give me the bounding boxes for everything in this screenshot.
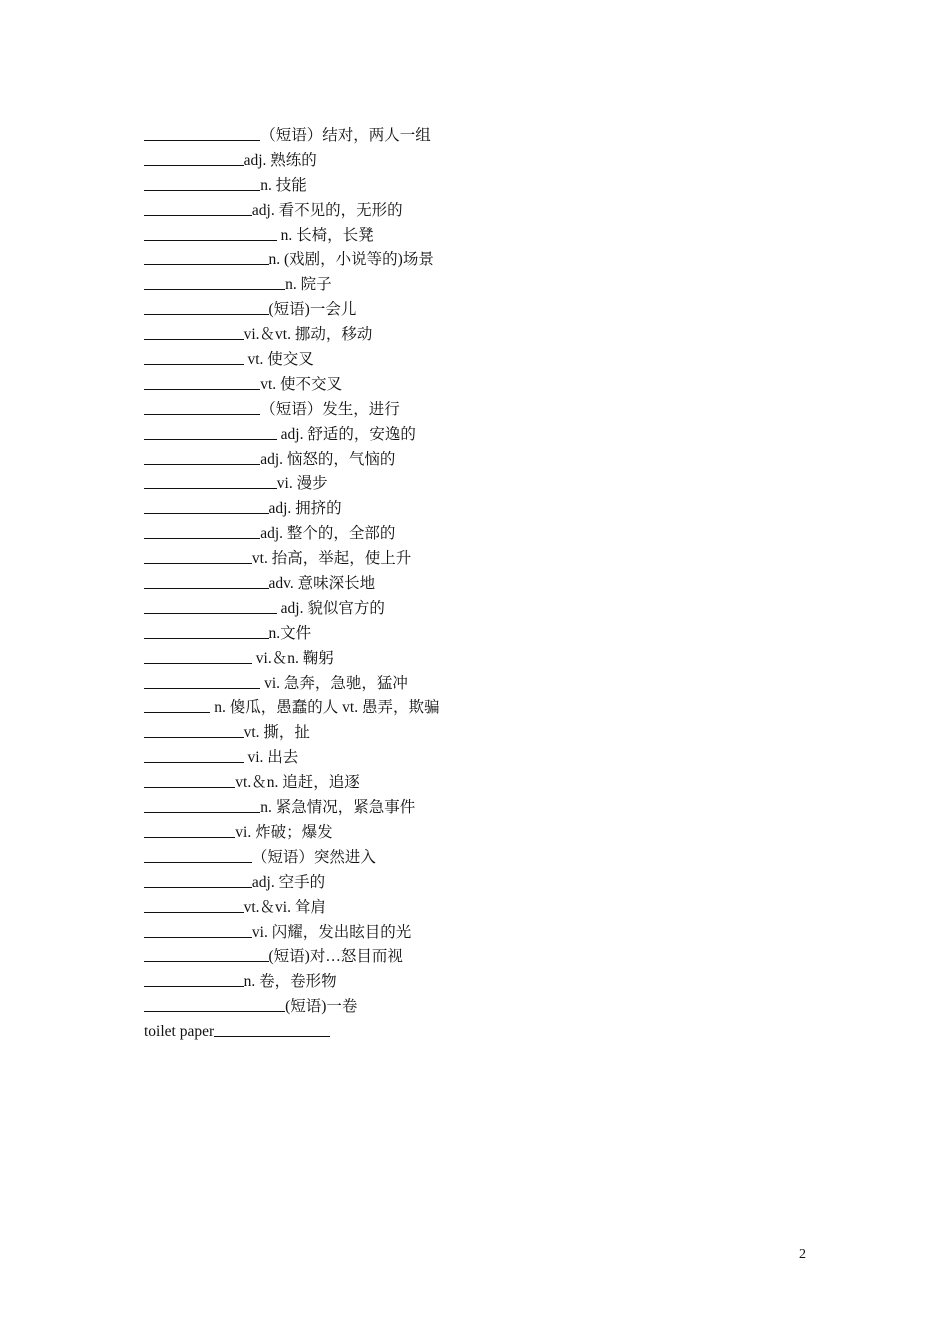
vocab-line	[144, 174, 844, 199]
vocab-definition: n. 傻瓜，愚蠢的人 vt. 愚弄，欺骗	[210, 699, 440, 717]
answer-blank[interactable]	[144, 822, 235, 838]
vocab-definition: (短语)对…怒目而视	[268, 948, 403, 966]
answer-blank[interactable]	[144, 996, 285, 1012]
vocab-definition: （短语）结对，两人一组	[260, 127, 431, 144]
vocab-line	[144, 721, 844, 746]
answer-blank[interactable]	[144, 573, 269, 589]
vocab-line	[144, 149, 844, 174]
vocab-definition: n.文件	[268, 624, 312, 642]
vocab-definition: n. 长椅，长凳	[276, 226, 374, 244]
final-line-text: toilet paper	[144, 1023, 215, 1040]
vocab-definition: vi. 出去	[243, 749, 299, 767]
vocab-definition: vi.＆vt. 挪动，移动	[243, 326, 373, 344]
vocab-definition: vi. 炸破；爆发	[235, 823, 333, 841]
vocab-definition: (短语)一卷	[285, 998, 358, 1016]
answer-blank[interactable]	[144, 772, 235, 788]
vocab-definition: vi. 闪耀，发出眩目的光	[251, 923, 412, 941]
vocab-line	[144, 821, 844, 846]
answer-blank[interactable]	[144, 548, 252, 564]
vocab-definition: adj. 整个的，全部的	[260, 525, 396, 543]
answer-blank[interactable]	[144, 498, 269, 514]
answer-blank[interactable]	[144, 274, 285, 290]
vocab-definition: adj. 恼怒的，气恼的	[260, 450, 396, 468]
vocab-definition: vt.＆n. 追赶，追逐	[235, 774, 360, 792]
vocab-line	[144, 224, 844, 249]
vocab-line	[144, 672, 844, 697]
vocab-line	[144, 622, 844, 647]
vocab-definition: adj. 舒适的，安逸的	[276, 425, 416, 443]
vocab-line	[144, 771, 844, 796]
vocabulary-list	[144, 124, 844, 1020]
vocab-line	[144, 647, 844, 672]
vocab-definition: adj. 空手的	[251, 873, 326, 891]
vocab-definition: n. 卷，卷形物	[243, 973, 337, 991]
final-line	[144, 1020, 330, 1045]
vocab-line	[144, 547, 844, 572]
vocab-definition: vi. 漫步	[276, 475, 328, 493]
answer-blank[interactable]	[144, 623, 269, 639]
answer-blank[interactable]	[144, 473, 277, 489]
answer-blank[interactable]	[144, 971, 244, 987]
vocab-line	[144, 921, 844, 946]
vocab-line	[144, 124, 844, 149]
vocab-line	[144, 373, 844, 398]
vocab-definition: adj. 貌似官方的	[276, 599, 385, 617]
vocab-line	[144, 199, 844, 224]
answer-blank[interactable]	[144, 299, 269, 315]
answer-blank[interactable]	[144, 349, 244, 365]
vocab-line	[144, 448, 844, 473]
vocab-line	[144, 398, 844, 423]
vocab-line	[144, 970, 844, 995]
answer-blank[interactable]	[144, 225, 277, 241]
vocab-line	[144, 945, 844, 970]
vocab-definition: vt.＆vi. 耸肩	[243, 898, 326, 916]
vocab-line	[144, 423, 844, 448]
vocab-definition: n. 院子	[285, 276, 332, 294]
answer-blank[interactable]	[144, 150, 244, 166]
answer-blank[interactable]	[144, 200, 252, 216]
vocab-line	[144, 323, 844, 348]
vocab-definition: （短语）发生，进行	[260, 400, 400, 418]
answer-blank[interactable]	[144, 249, 269, 265]
answer-blank[interactable]	[144, 399, 260, 415]
answer-blank[interactable]	[144, 722, 244, 738]
answer-blank[interactable]	[144, 175, 260, 191]
answer-blank[interactable]	[144, 673, 260, 689]
answer-blank[interactable]	[144, 424, 277, 440]
vocab-line	[144, 248, 844, 273]
answer-blank[interactable]	[144, 897, 244, 913]
vocab-definition: adj. 看不见的，无形的	[251, 201, 403, 219]
vocab-line	[144, 995, 844, 1020]
vocab-line	[144, 472, 844, 497]
answer-blank[interactable]	[144, 946, 269, 962]
answer-blank[interactable]	[144, 324, 244, 340]
answer-blank[interactable]	[144, 847, 252, 863]
vocab-line	[144, 497, 844, 522]
vocab-line	[144, 896, 844, 921]
vocab-line	[144, 597, 844, 622]
vocab-line	[144, 746, 844, 771]
vocab-line	[144, 298, 844, 323]
answer-blank[interactable]	[144, 697, 210, 713]
answer-blank[interactable]	[144, 747, 244, 763]
vocab-line	[144, 273, 844, 298]
answer-blank[interactable]	[144, 922, 252, 938]
answer-blank[interactable]	[144, 523, 260, 539]
vocab-definition: adj. 熟练的	[243, 151, 317, 169]
vocab-definition: vt. 抬高，举起，使上升	[251, 550, 412, 568]
vocab-line	[144, 696, 844, 721]
vocab-definition: vt. 使交叉	[243, 351, 314, 369]
answer-blank[interactable]	[144, 125, 260, 141]
answer-blank[interactable]	[144, 449, 260, 465]
vocab-line	[144, 348, 844, 373]
vocab-definition: vt. 撕，扯	[243, 724, 310, 742]
vocab-definition: n. (戏剧，小说等的)场景	[268, 251, 434, 269]
page-number: 2	[799, 1247, 806, 1262]
vocab-definition: adv. 意味深长地	[268, 575, 376, 593]
vocab-definition: adj. 拥挤的	[268, 500, 342, 518]
vocab-line	[144, 572, 844, 597]
vocab-line	[144, 522, 844, 547]
vocab-definition: n. 紧急情况，紧急事件	[260, 799, 416, 817]
vocab-definition: vi. 急奔，急驰，猛冲	[260, 674, 408, 692]
answer-blank[interactable]	[144, 872, 252, 888]
answer-blank[interactable]	[144, 598, 277, 614]
answer-blank[interactable]	[144, 648, 252, 664]
answer-blank[interactable]	[144, 374, 260, 390]
vocab-definition: vi.＆n. 鞠躬	[251, 649, 334, 667]
vocab-definition: （短语）突然进入	[251, 848, 376, 866]
vocab-definition: (短语)一会儿	[268, 301, 357, 319]
vocab-definition: vt. 使不交叉	[260, 375, 342, 393]
answer-blank[interactable]	[214, 1021, 330, 1037]
answer-blank[interactable]	[144, 797, 260, 813]
vocab-line	[144, 871, 844, 896]
vocab-definition: n. 技能	[260, 176, 307, 194]
vocab-line	[144, 846, 844, 871]
vocab-line	[144, 796, 844, 821]
